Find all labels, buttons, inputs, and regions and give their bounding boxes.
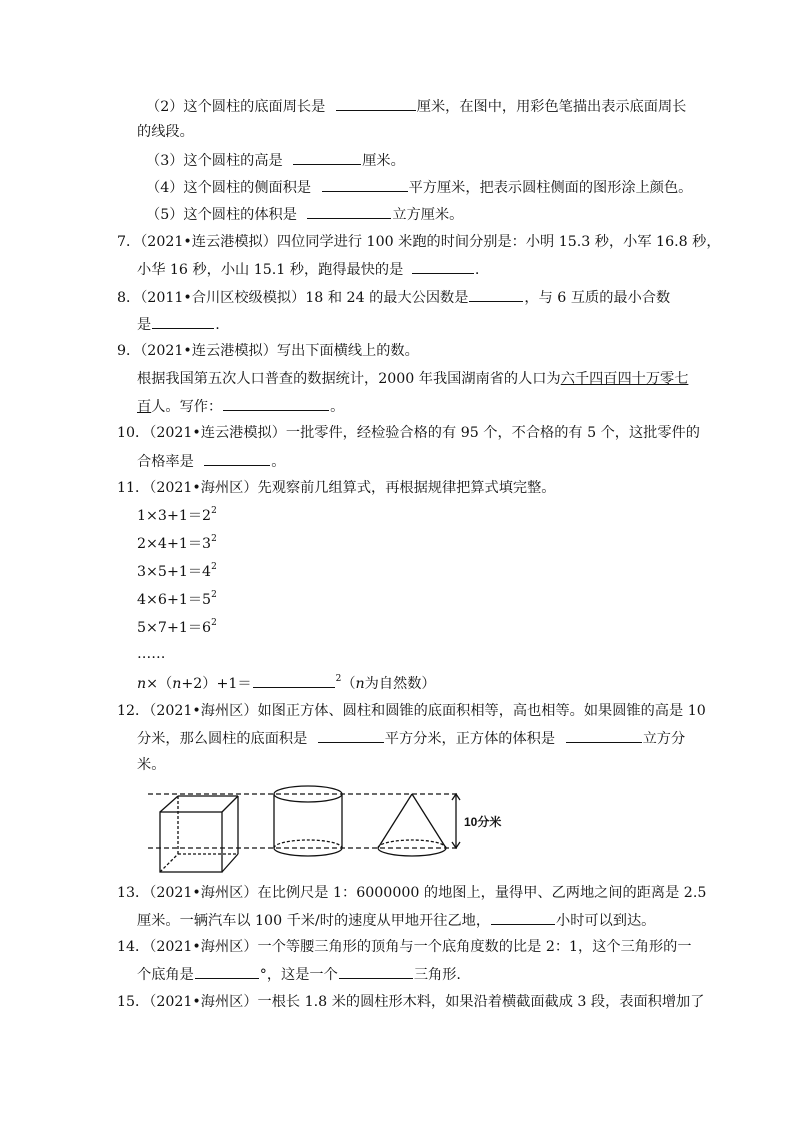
q12-line-3: 米。 <box>137 757 166 773</box>
q15-line-1: 15．（2021•海州区）一根长 1.8 米的圆柱形木料，如果沿着横截面截成 3 段，表面积增加了 <box>117 994 705 1010</box>
cylinder-shape <box>274 786 342 856</box>
q12-line-2: 分米，那么圆柱的底面积是 平方分米，正方体的体积是 立方分 <box>137 728 685 749</box>
q14-line-1: 14．（2021•海州区）一个等腰三角形的顶角与一个底角度数的比是 2：1，这个三角形的一 <box>117 939 692 955</box>
q7-line-2: 小华 16 秒，小山 15.1 秒，跑得最快的是 . <box>137 259 479 280</box>
q8-line-1: 8．（2011•合川区校级模拟）18 和 24 的最大公因数是 ，与 6 互质的最小合数 <box>117 287 670 308</box>
answer-blank[interactable] <box>293 150 361 165</box>
q6-item-3: （3）这个圆柱的高是 厘米。 <box>146 150 405 171</box>
answer-blank[interactable] <box>469 287 523 302</box>
answer-blank[interactable] <box>339 964 413 979</box>
ellipsis: …… <box>137 646 166 662</box>
answer-blank[interactable] <box>322 177 408 192</box>
q9-line-2: 根据我国第五次人口普查的数据统计，2000 年我国湖南省的人口为六千四百四十万零七 <box>137 371 689 387</box>
answer-blank[interactable] <box>491 910 555 925</box>
cone-shape <box>378 794 446 856</box>
q10-line-2: 合格率是 。 <box>137 451 285 472</box>
solids-figure <box>148 784 528 876</box>
answer-blank[interactable] <box>566 728 642 743</box>
answer-blank[interactable] <box>318 728 384 743</box>
equation-general: n×（n+2）+1＝ $^2$（n为自然数） <box>137 674 436 692</box>
q13-line-1: 13．（2021•海州区）在比例尺是 1：6000000 的地图上，量得甲、乙两地之间的距离是 2.5 <box>117 885 707 901</box>
answer-blank[interactable] <box>223 396 329 411</box>
q9-line-1: 9．（2021•连云港模拟）写出下面横线上的数。 <box>117 343 419 359</box>
equation-4: $4\times 6+1=5^2$ <box>137 590 217 608</box>
equation-3: $3\times 5+1=4^2$ <box>137 562 217 580</box>
q9-line-3: 百人。写作： 。 <box>137 396 344 417</box>
q8-line-2: 是 . <box>137 314 220 335</box>
answer-blank[interactable] <box>307 204 391 219</box>
answer-blank[interactable] <box>195 964 259 979</box>
q6-item-2: （2）这个圆柱的底面周长是 厘米，在图中，用彩色笔描出表示底面周长 <box>146 96 686 117</box>
q6-item-5: （5）这个圆柱的体积是 立方厘米。 <box>146 204 463 225</box>
cube-shape <box>160 796 238 872</box>
q12-line-1: 12．（2021•海州区）如图正方体、圆柱和圆锥的底面积相等，高也相等。如果圆锥的高是 10 <box>117 703 706 719</box>
equation-2: $2\times 4+1=3^2$ <box>137 534 217 552</box>
q6-item-4: （4）这个圆柱的侧面积是 平方厘米，把表示圆柱侧面的图形涂上颜色。 <box>146 177 692 198</box>
q10-line-1: 10．（2021•连云港模拟）一批零件，经检验合格的有 95 个，不合格的有 5 个，这批零件的 <box>117 425 700 441</box>
answer-blank[interactable] <box>253 673 335 688</box>
q11-line-1: 11．（2021•海州区）先观察前几组算式，再根据规律把算式填完整。 <box>117 480 556 496</box>
equation-5: $5\times 7+1=6^2$ <box>137 618 217 636</box>
height-label: 10分米 <box>464 815 502 829</box>
equation-1: $1\times 3+1=2^2$ <box>137 506 217 524</box>
answer-blank[interactable] <box>204 451 270 466</box>
q7-line-1: 7．（2021•连云港模拟）四位同学进行 100 米跑的时间分别是：小明 15.3 秒，小军 16.8 秒， <box>117 234 721 250</box>
answer-blank[interactable] <box>412 259 474 274</box>
answer-blank[interactable] <box>152 314 214 329</box>
q6-item-2-cont: 的线段。 <box>137 124 194 140</box>
answer-blank[interactable] <box>336 96 416 111</box>
q13-line-2: 厘米。一辆汽车以 100 千米/时的速度从甲地开往乙地， 小时可以到达。 <box>137 910 655 931</box>
q14-line-2: 个底角是 °，这是一个 三角形. <box>137 964 461 985</box>
